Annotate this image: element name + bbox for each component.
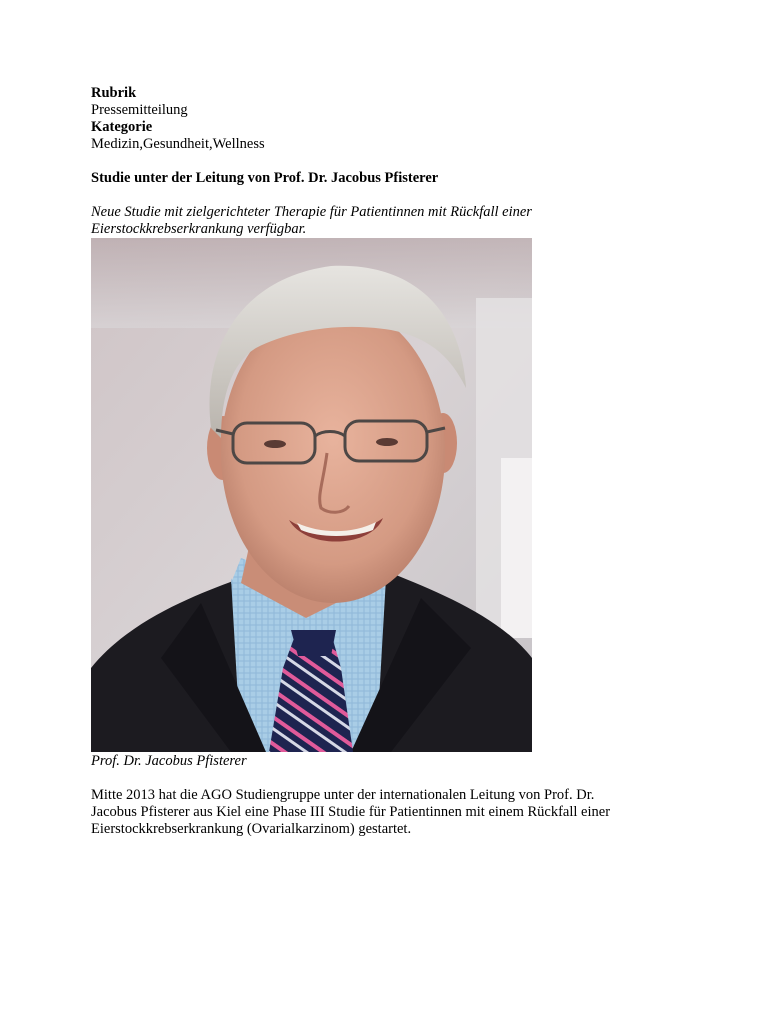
body-line: Jacobus Pfisterer aus Kiel eine Phase III Studie für Patientinnen mit einem Rückfall einer — [91, 804, 611, 820]
document-page — [91, 85, 691, 838]
spacer — [91, 153, 691, 170]
article-lead — [91, 204, 691, 238]
category-label: Kategorie — [91, 119, 153, 135]
portrait-photo — [91, 238, 532, 752]
lead-line: Neue Studie mit zielgerichteter Therapie für Patientinnen mit Rückfall einer — [91, 204, 532, 220]
rubric-label: Rubrik — [91, 85, 137, 101]
spacer — [91, 187, 691, 204]
lead-line: Eierstockkrebserkrankung verfügbar. — [91, 221, 307, 237]
body-line: Eierstockkrebserkrankung (Ovarialkarzinom) gestartet. — [91, 821, 412, 837]
spacer — [91, 770, 691, 787]
article-body — [91, 787, 691, 838]
body-line: Mitte 2013 hat die AGO Studiengruppe unter der internationalen Leitung von Prof. Dr. — [91, 787, 595, 803]
photo-caption: Prof. Dr. Jacobus Pfisterer — [91, 753, 247, 769]
category-value: Medizin,Gesundheit,Wellness — [91, 136, 265, 152]
rubric-value: Pressemitteilung — [91, 102, 188, 118]
article-headline: Studie unter der Leitung von Prof. Dr. Jacobus Pfisterer — [91, 170, 439, 186]
